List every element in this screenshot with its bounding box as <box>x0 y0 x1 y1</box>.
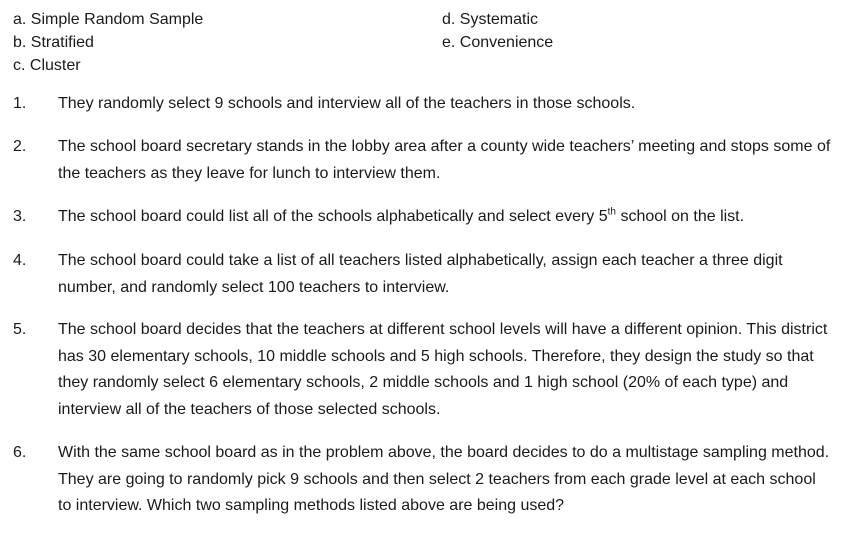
option-b: b. Stratified <box>13 34 94 51</box>
question-text: The school board decides that the teachers at different school levels will have a different opinion. This district has 30 elementary schools, 10 middle schools and 5 high schools. Therefore, they design the study so that they randomly select 6 elementary schools, 2 middle schools and 1 high school (20% of each type) and interview all of the teachers of those selected schools. <box>58 321 828 418</box>
question-text-after: school on the list. <box>616 208 745 225</box>
question-number: 1. <box>13 95 27 112</box>
question-number: 6. <box>13 444 27 461</box>
question-text: With the same school board as in the problem above, the board decides to do a multistage sampling method. They are going to randomly pick 9 schools and then select 2 teachers from each grade level at each school to interview. Which two sampling methods listed above are being used? <box>58 444 830 514</box>
option-d: d. Systematic <box>442 11 539 28</box>
option-c: c. Cluster <box>13 57 81 74</box>
question-number: 4. <box>13 252 27 269</box>
question-text: They randomly select 9 schools and interview all of the teachers in those schools. <box>58 95 636 112</box>
question-text: The school board could take a list of all teachers listed alphabetically, assign each teacher a three digit number, and randomly select 100 teachers to interview. <box>58 252 783 296</box>
question-text-before: The school board could list all of the schools alphabetically and select every 5 <box>58 208 608 225</box>
question-number: 2. <box>13 138 27 155</box>
question-text <box>58 204 833 231</box>
question-number: 3. <box>13 208 27 225</box>
question-text: The school board secretary stands in the lobby area after a county wide teachers’ meeting and stops some of the teachers as they leave for lunch to interview them. <box>58 138 831 182</box>
question-number: 5. <box>13 321 27 338</box>
ordinal-superscript: th <box>607 206 616 218</box>
option-a: a. Simple Random Sample <box>13 11 204 28</box>
option-e: e. Convenience <box>442 34 554 51</box>
